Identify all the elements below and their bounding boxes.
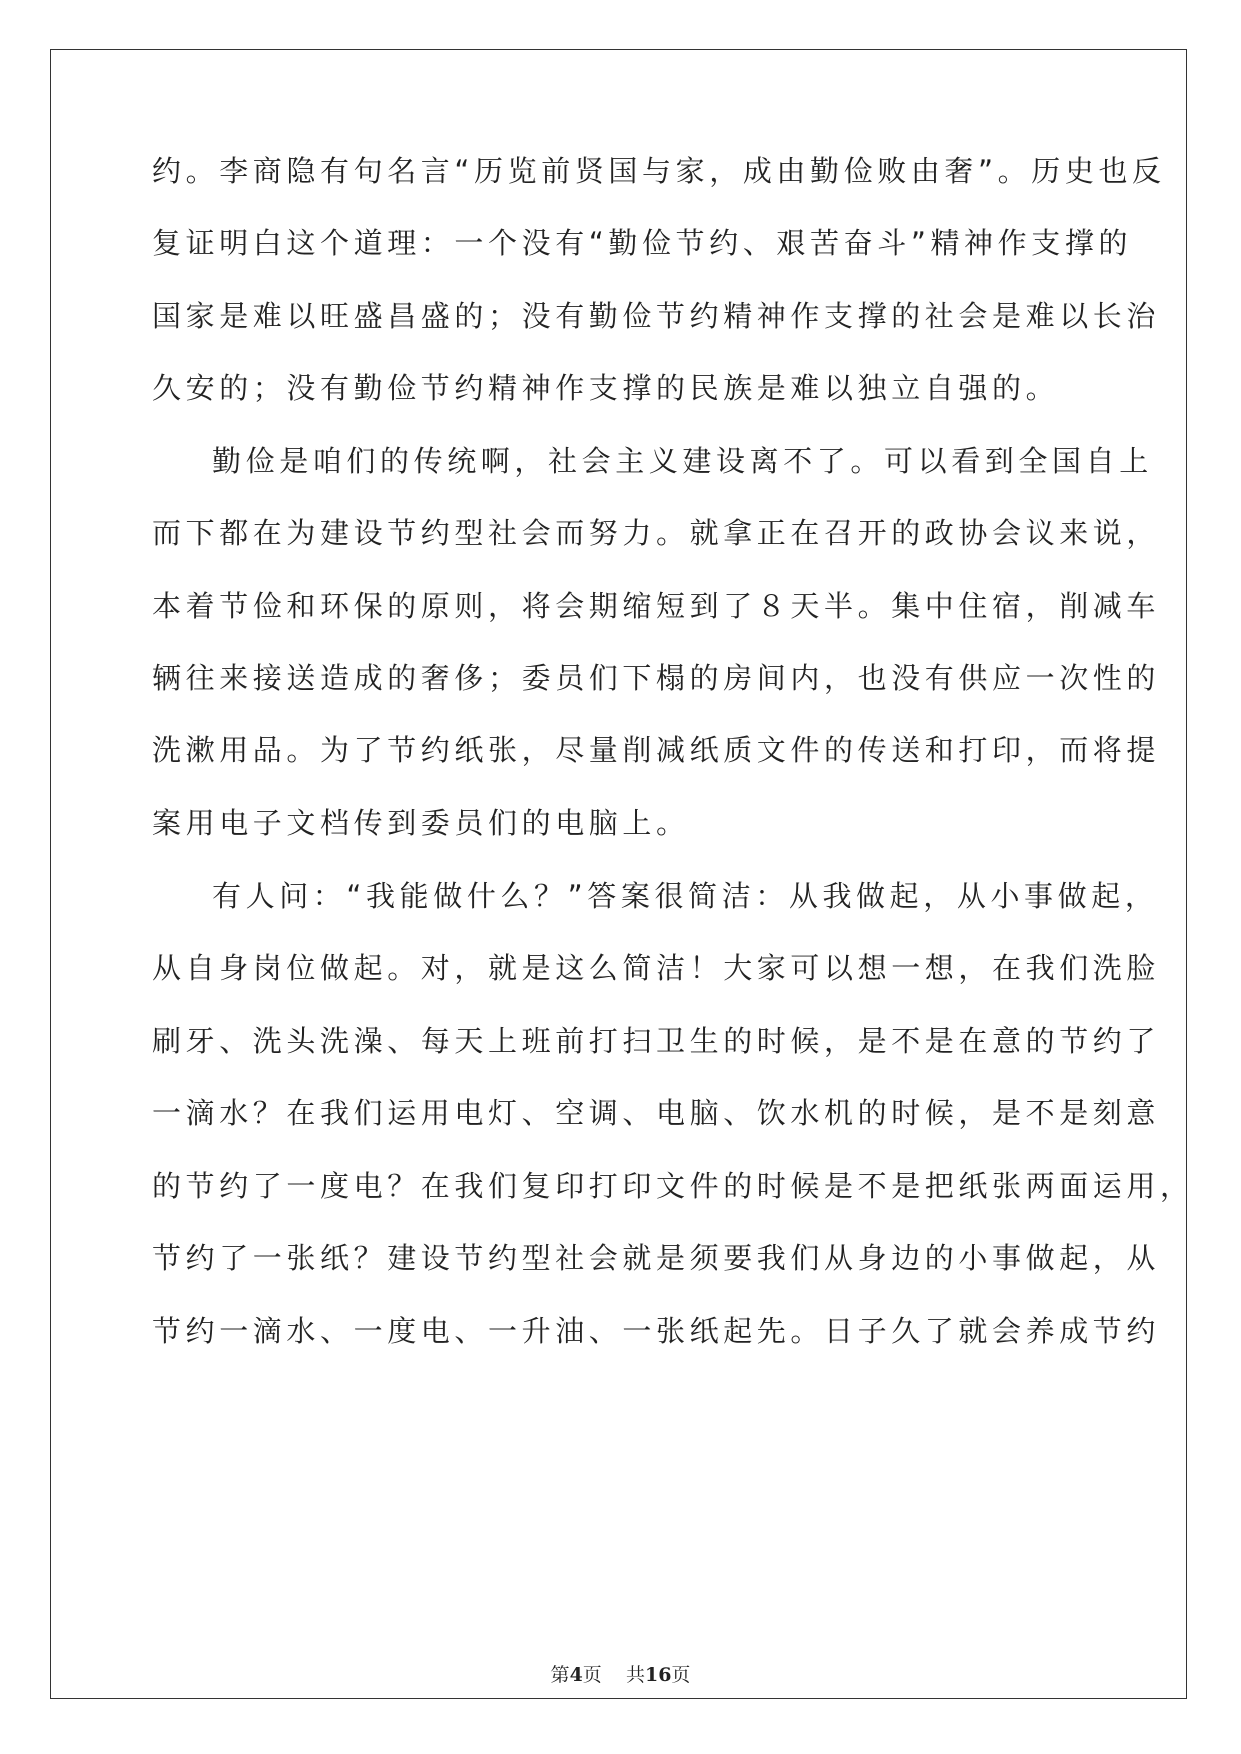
text-line: 本着节俭和环保的原则，将会期缩短到了８天半。集中住宿，削减车 [152,589,1161,623]
page-suffix: 页 [671,1664,691,1686]
text-line: 从自身岗位做起。对，就是这么简洁！大家可以想一想，在我们洗脸 [152,951,1161,985]
text-line: 洗漱用品。为了节约纸张，尽量削减纸质文件的传送和打印，而将提 [152,733,1161,767]
page-total: 16 [644,1664,672,1686]
page-mid: 页 共 [582,1664,645,1686]
text-line: 刷牙、洗头洗澡、每天上班前打扫卫生的时候，是不是在意的节约了 [152,1024,1161,1058]
page-prefix: 第 [550,1664,570,1686]
text-line: 有人问：“我能做什么？”答案很简洁：从我做起，从小事做起， [212,879,1159,913]
text-line: 勤俭是咱们的传统啊，社会主义建设离不了。可以看到全国自上 [212,444,1153,478]
page-current: 4 [569,1664,583,1686]
text-line: 一滴水？在我们运用电灯、空调、电脑、饮水机的时候，是不是刻意 [152,1096,1161,1130]
text-line: 国家是难以旺盛昌盛的；没有勤俭节约精神作支撑的社会是难以长治 [152,299,1161,333]
text-line: 而下都在为建设节约型社会而努力。就拿正在召开的政协会议来说， [152,516,1161,550]
text-line: 节约了一张纸？建设节约型社会就是须要我们从身边的小事做起，从 [152,1241,1161,1275]
text-line: 复证明白这个道理：一个没有“勤俭节约、艰苦奋斗”精神作支撑的 [152,226,1133,260]
text-line: 案用电子文档传到委员们的电脑上。 [152,806,690,840]
text-line: 久安的；没有勤俭节约精神作支撑的民族是难以独立自强的。 [152,371,1060,405]
text-line: 节约一滴水、一度电、一升油、一张纸起先。日子久了就会养成节约 [152,1314,1161,1348]
text-line: 的节约了一度电？在我们复印打印文件的时候是不是把纸张两面运用， [152,1169,1194,1203]
text-line: 辆往来接送造成的奢侈；委员们下榻的房间内，也没有供应一次性的 [152,661,1161,695]
page-number-footer [0,1660,1241,1687]
text-line: 约。李商隐有句名言“历览前贤国与家，成由勤俭败由奢”。历史也反 [152,154,1166,188]
